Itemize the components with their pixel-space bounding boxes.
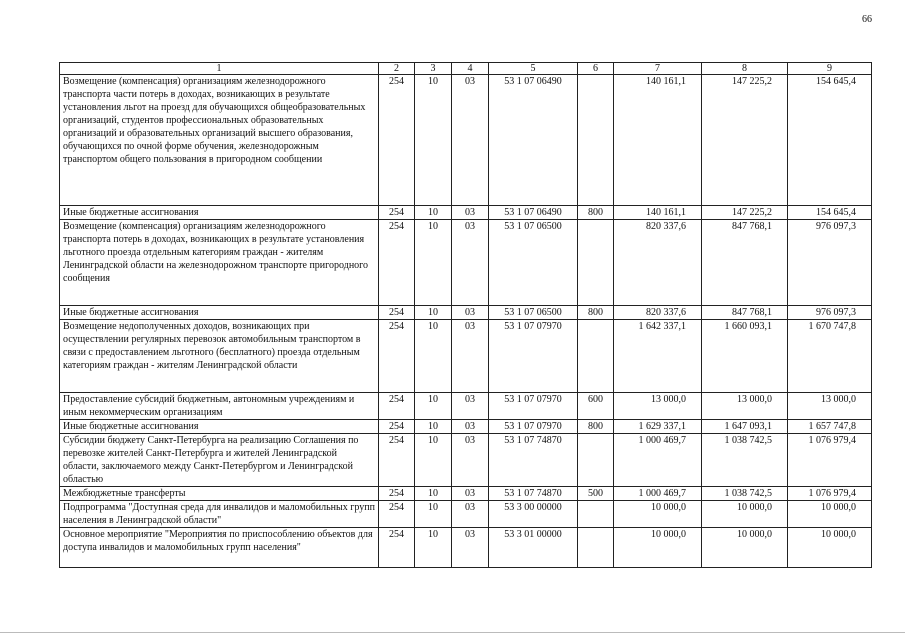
row-value-cell: 1 657 747,8 [788,420,872,434]
row-value-cell: 976 097,3 [788,220,872,306]
row-value-cell: 800 [578,306,614,320]
row-value-cell [578,528,614,568]
row-value-cell: 140 161,1 [614,206,702,220]
row-value-cell: 254 [379,320,415,393]
row-value-cell: 03 [452,528,489,568]
row-value-cell: 1 670 747,8 [788,320,872,393]
table-row [60,75,872,206]
row-value-cell: 976 097,3 [788,306,872,320]
row-value-cell: 53 1 07 07970 [489,420,578,434]
column-header: 6 [578,63,614,75]
row-value-cell: 10 [415,393,452,420]
column-header: 4 [452,63,489,75]
row-value-cell: 1 660 093,1 [702,320,788,393]
table-row [60,206,872,220]
column-header: 9 [788,63,872,75]
row-value-cell: 03 [452,206,489,220]
row-value-cell: 254 [379,528,415,568]
row-value-cell: 13 000,0 [702,393,788,420]
row-value-cell: 03 [452,75,489,206]
row-value-cell: 847 768,1 [702,306,788,320]
row-value-cell: 03 [452,434,489,487]
column-header: 8 [702,63,788,75]
table-row [60,320,872,393]
row-value-cell: 10 [415,320,452,393]
row-value-cell: 1 038 742,5 [702,487,788,501]
row-value-cell: 10 000,0 [702,501,788,528]
row-value-cell: 10 000,0 [614,528,702,568]
column-header: 7 [614,63,702,75]
row-value-cell [578,220,614,306]
row-value-cell: 600 [578,393,614,420]
row-name-cell: Возмещение (компенсация) организациям железнодорожного транспорта части потерь в доходах, возникающих в результате установления льгот на проезд для обучающихся общеобразовательных организаций, студентов профессиональных образовательных организаций и образовательных организаций высшего образования, обучающихся по очной форме обучения, железнодорожным транспортом общего пользования в пригородном сообщении [60,75,379,206]
row-value-cell: 147 225,2 [702,206,788,220]
row-value-cell: 800 [578,206,614,220]
row-name-cell: Межбюджетные трансферты [60,487,379,501]
table-row [60,487,872,501]
row-value-cell: 1 038 742,5 [702,434,788,487]
row-value-cell: 53 1 07 06500 [489,220,578,306]
row-name-cell: Предоставление субсидий бюджетным, автономным учреждениям и иным некоммерческим организациям [60,393,379,420]
row-value-cell: 03 [452,420,489,434]
row-name-cell: Подпрограмма "Доступная среда для инвалидов и маломобильных групп населения в Ленинградской области" [60,501,379,528]
column-header: 1 [60,63,379,75]
row-value-cell: 800 [578,420,614,434]
row-value-cell: 254 [379,306,415,320]
table-row [60,501,872,528]
row-value-cell: 847 768,1 [702,220,788,306]
row-value-cell: 10 [415,434,452,487]
column-header: 3 [415,63,452,75]
row-value-cell: 03 [452,393,489,420]
row-value-cell: 13 000,0 [614,393,702,420]
row-value-cell: 53 1 07 74870 [489,487,578,501]
row-value-cell: 53 1 07 06490 [489,206,578,220]
page-number: 66 [862,14,872,25]
row-value-cell: 1 000 469,7 [614,487,702,501]
row-value-cell: 03 [452,487,489,501]
row-value-cell: 140 161,1 [614,75,702,206]
row-value-cell: 1 076 979,4 [788,434,872,487]
row-value-cell: 03 [452,501,489,528]
row-value-cell: 53 1 07 06490 [489,75,578,206]
table-row [60,393,872,420]
row-value-cell: 03 [452,306,489,320]
column-header: 2 [379,63,415,75]
row-value-cell: 254 [379,487,415,501]
budget-table [59,62,872,568]
row-value-cell: 10 000,0 [788,528,872,568]
row-value-cell: 254 [379,501,415,528]
row-value-cell: 154 645,4 [788,75,872,206]
row-value-cell [578,320,614,393]
row-value-cell: 53 1 07 06500 [489,306,578,320]
page-bottom-edge [0,632,905,633]
row-value-cell: 10 000,0 [788,501,872,528]
row-value-cell: 154 645,4 [788,206,872,220]
row-value-cell: 10 [415,75,452,206]
table-row [60,434,872,487]
row-value-cell: 1 000 469,7 [614,434,702,487]
row-name-cell: Возмещение (компенсация) организациям железнодорожного транспорта потерь в доходах, возникающих в результате установления льготного проезда отдельным категориям граждан - жителям Ленинградской области на железнодорожном транспорте пригородного сообщения [60,220,379,306]
row-value-cell: 53 1 07 74870 [489,434,578,487]
row-value-cell: 10 [415,420,452,434]
row-name-cell: Субсидии бюджету Санкт-Петербурга на реализацию Соглашения по перевозке жителей Санкт-Петербурга и жителей Ленинградской области, заключаемого между Санкт-Петербургом и Ленинградской областью [60,434,379,487]
row-value-cell: 13 000,0 [788,393,872,420]
row-value-cell: 254 [379,220,415,306]
row-name-cell: Иные бюджетные ассигнования [60,206,379,220]
row-value-cell: 53 3 00 00000 [489,501,578,528]
row-value-cell: 147 225,2 [702,75,788,206]
table-row [60,220,872,306]
row-name-cell: Возмещение недополученных доходов, возникающих при осуществлении регулярных перевозок автомобильным транспортом в связи с предоставлением льготного (бесплатного) проезда отдельным категориям граждан - жителям Ленинградской области [60,320,379,393]
row-value-cell: 10 000,0 [614,501,702,528]
column-header: 5 [489,63,578,75]
row-value-cell: 254 [379,420,415,434]
header-row [60,63,872,75]
row-value-cell: 254 [379,75,415,206]
row-name-cell: Иные бюджетные ассигнования [60,420,379,434]
table-row [60,306,872,320]
table-row [60,528,872,568]
row-value-cell: 10 [415,220,452,306]
row-value-cell: 53 3 01 00000 [489,528,578,568]
row-value-cell: 53 1 07 07970 [489,393,578,420]
row-value-cell: 10 000,0 [702,528,788,568]
table-row [60,420,872,434]
row-value-cell [578,434,614,487]
row-name-cell: Основное мероприятие "Мероприятия по приспособлению объектов для доступа инвалидов и маломобильных групп населения" [60,528,379,568]
row-value-cell: 1 647 093,1 [702,420,788,434]
row-value-cell: 254 [379,393,415,420]
row-value-cell: 1 076 979,4 [788,487,872,501]
row-value-cell: 820 337,6 [614,306,702,320]
row-value-cell: 500 [578,487,614,501]
row-value-cell: 03 [452,320,489,393]
row-name-cell: Иные бюджетные ассигнования [60,306,379,320]
row-value-cell: 10 [415,306,452,320]
row-value-cell: 1 642 337,1 [614,320,702,393]
row-value-cell [578,501,614,528]
row-value-cell: 820 337,6 [614,220,702,306]
row-value-cell: 10 [415,501,452,528]
row-value-cell: 10 [415,528,452,568]
row-value-cell: 10 [415,487,452,501]
row-value-cell: 53 1 07 07970 [489,320,578,393]
row-value-cell: 03 [452,220,489,306]
row-value-cell: 254 [379,434,415,487]
row-value-cell: 10 [415,206,452,220]
row-value-cell: 1 629 337,1 [614,420,702,434]
row-value-cell: 254 [379,206,415,220]
row-value-cell [578,75,614,206]
